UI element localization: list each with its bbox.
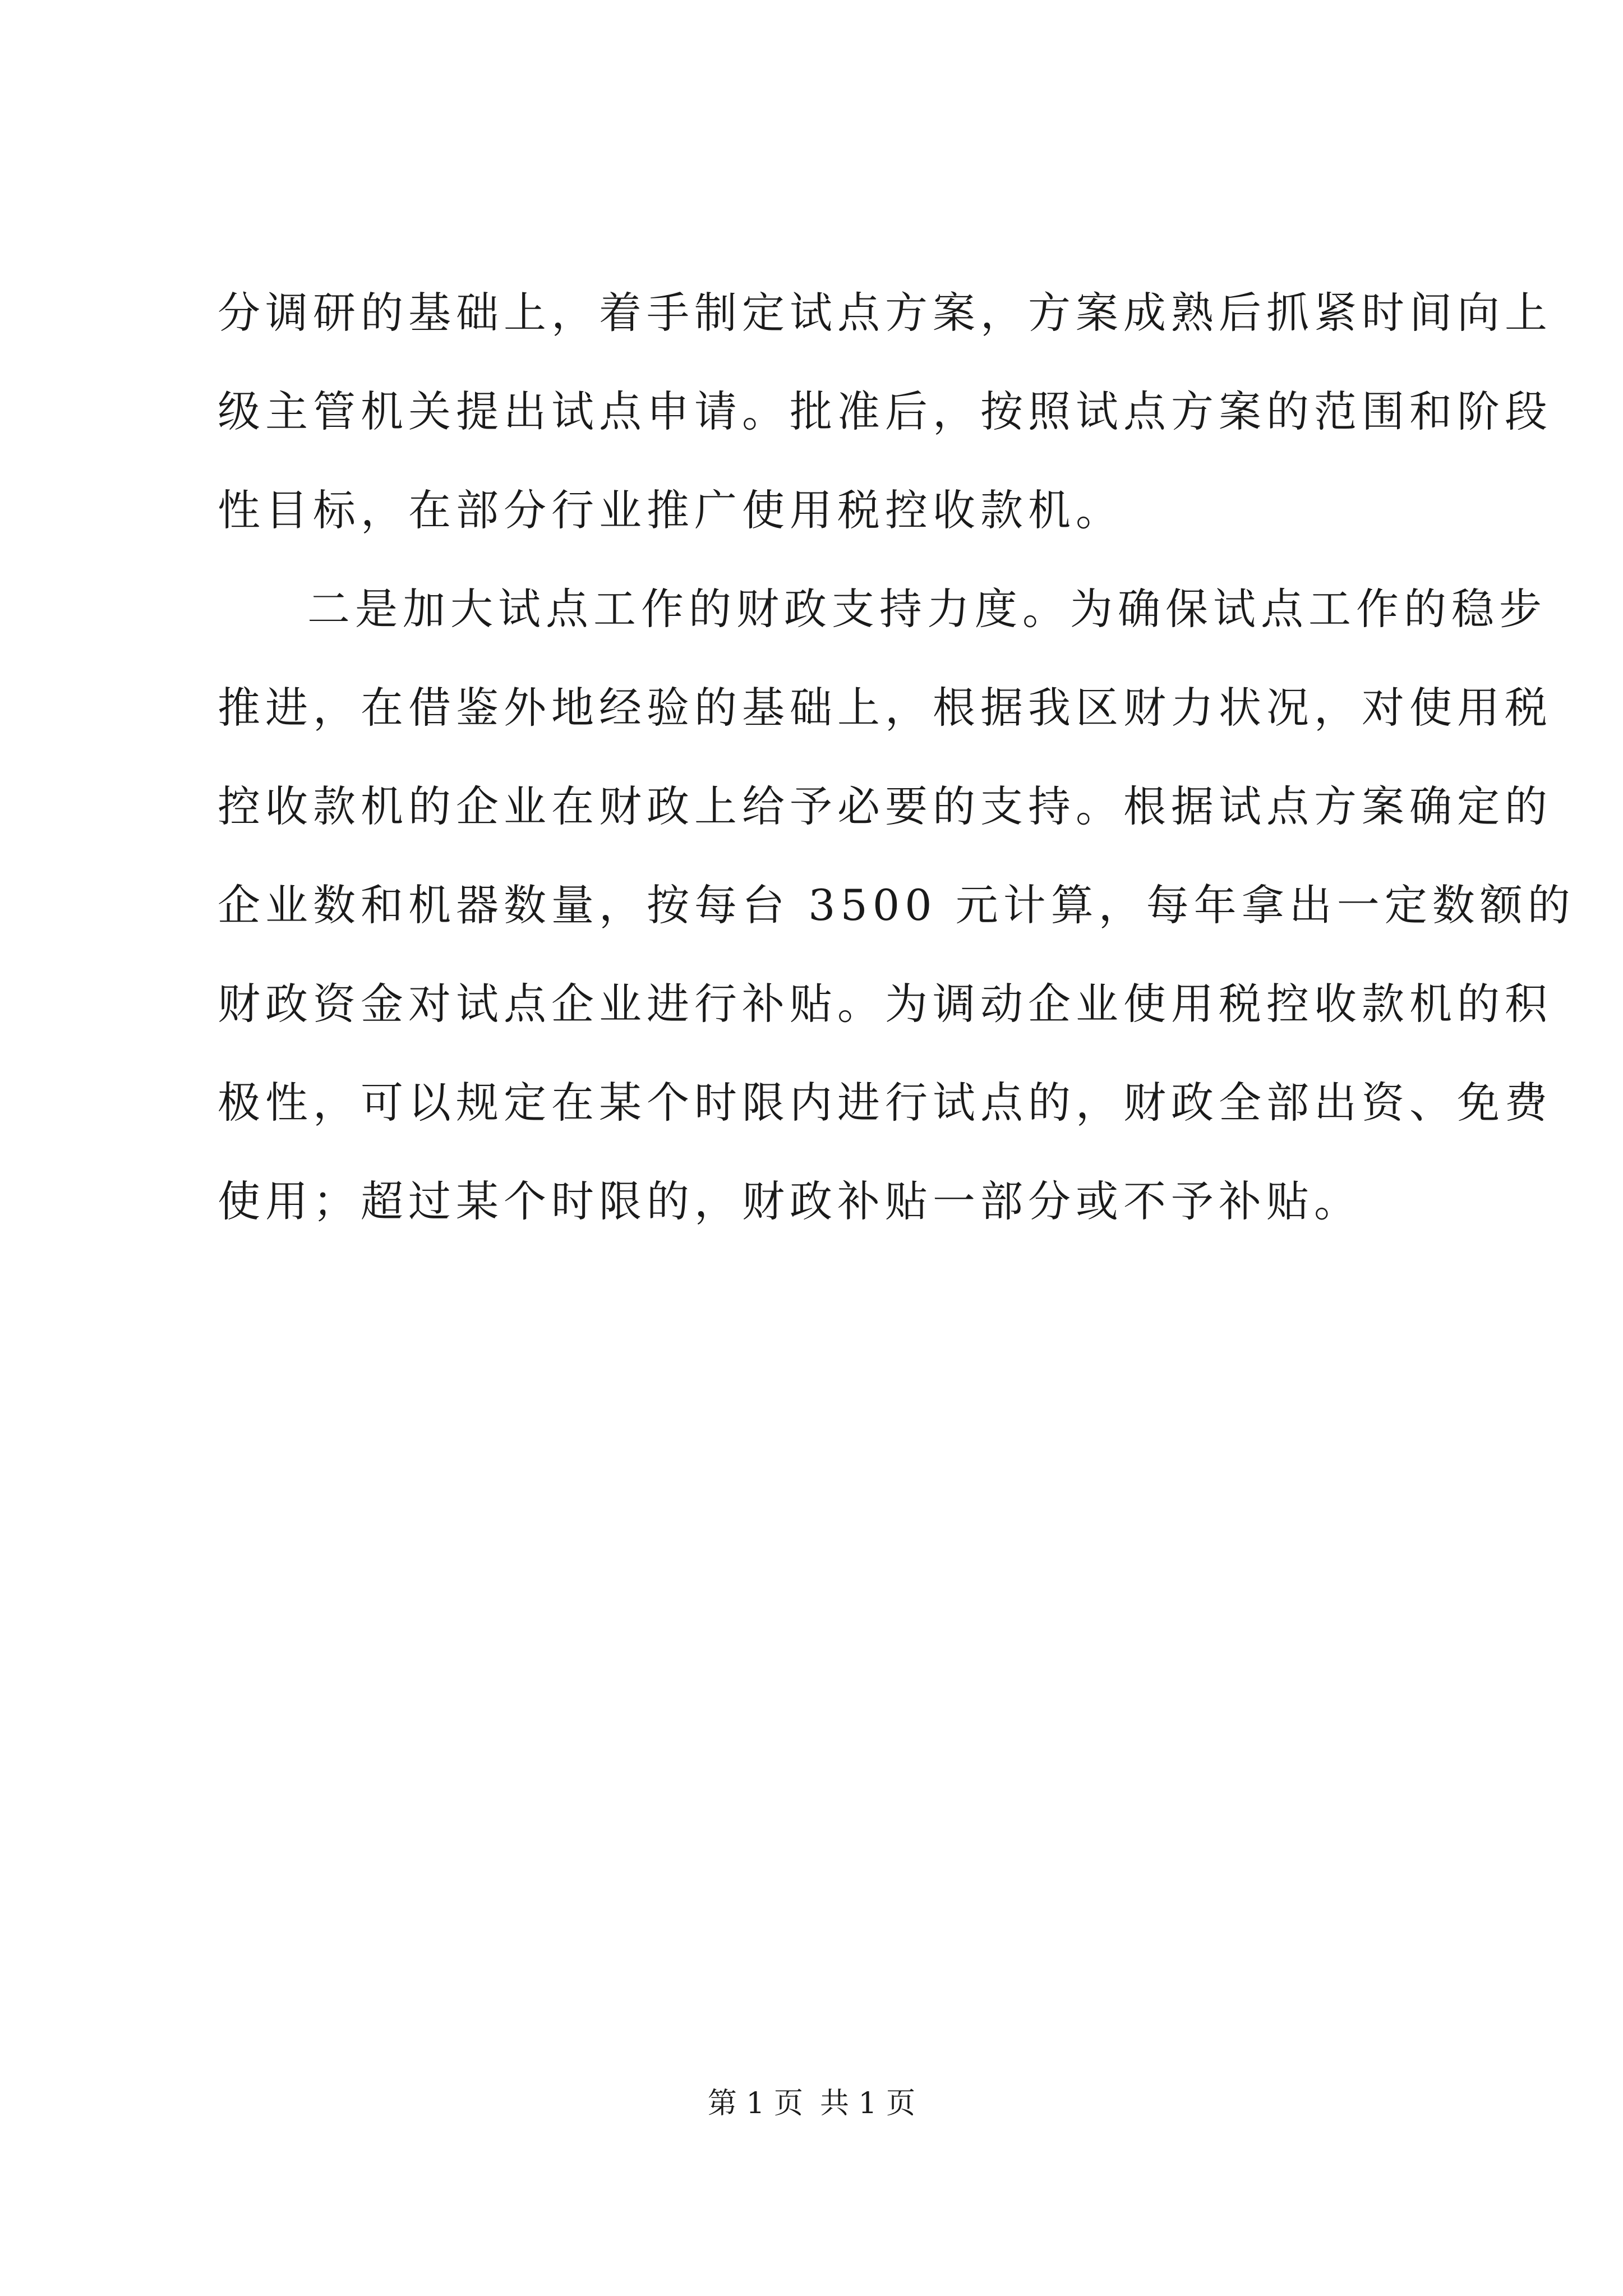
paragraph-line: 使用；超过某个时限的，财政补贴一部分或不予补贴。 (218, 1176, 1362, 1226)
paragraph-line: 控收款机的企业在财政上给予必要的支持。根据试点方案确定的 (218, 781, 1552, 831)
paragraph-line: 极性，可以规定在某个时限内进行试点的，财政全部出资、免费 (218, 1078, 1552, 1128)
paragraph-line: 二是加大试点工作的财政支持力度。为确保试点工作的稳步 (307, 584, 1547, 634)
page-number-current: 第 1 页 (707, 2087, 803, 2120)
paragraph-line: 性目标，在部分行业推广使用税控收款机。 (218, 485, 1123, 535)
paragraph-line: 推进，在借鉴外地经验的基础上，根据我区财力状况，对使用税 (218, 683, 1552, 733)
paragraph-2 (218, 560, 1575, 1251)
paragraph-line: 企业数和机器数量，按每台 3500 元计算，每年拿出一定数额的 (218, 880, 1575, 930)
document-body (218, 264, 1575, 1251)
paragraph-line: 分调研的基础上，着手制定试点方案，方案成熟后抓紧时间向上 (218, 288, 1552, 338)
page-footer (0, 2084, 1623, 2123)
paragraph-line: 级主管机关提出试点申请。批准后，按照试点方案的范围和阶段 (218, 386, 1552, 436)
page-number-total: 共 1 页 (820, 2087, 916, 2120)
paragraph-line: 财政资金对试点企业进行补贴。为调动企业使用税控收款机的积 (218, 979, 1552, 1029)
paragraph-1 (218, 264, 1552, 560)
